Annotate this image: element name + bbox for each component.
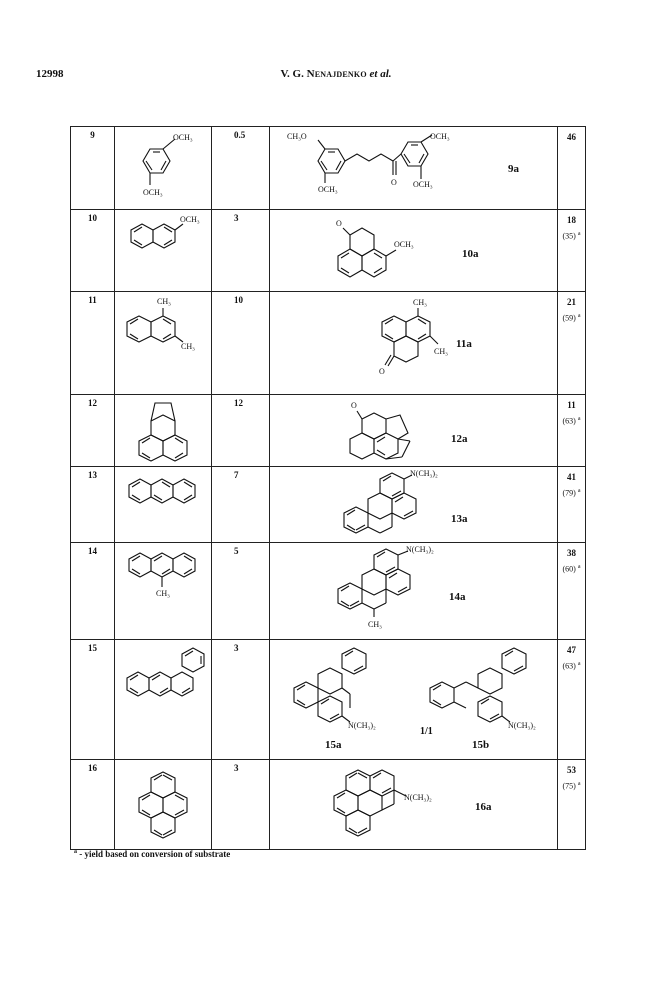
methoxy-label: OCH₃ <box>318 185 338 194</box>
entry-number: 13 <box>88 470 97 480</box>
product-structure <box>270 543 557 638</box>
product-label: 11a <box>456 338 472 350</box>
carbonyl-o: O <box>379 367 385 376</box>
yield-value: 47 <box>567 645 576 655</box>
table-row <box>71 127 586 210</box>
et-al: et al. <box>366 68 392 80</box>
product-structure <box>270 640 557 758</box>
page-number: 12998 <box>36 68 64 80</box>
product-label: 10a <box>462 248 479 260</box>
methyl-label: CH₃ <box>157 297 171 306</box>
yield-conversion-value: (35) <box>562 231 576 241</box>
product-label: 13a <box>451 513 468 525</box>
yield-conversion-value: (59) <box>562 313 576 323</box>
yield-conversion-value: (63) <box>562 416 576 426</box>
footnote-marker: a <box>577 564 581 570</box>
running-head <box>0 68 672 80</box>
yield-value: 21 <box>567 297 576 307</box>
substrate-structure <box>115 760 211 848</box>
entry-number: 10 <box>88 213 97 223</box>
table-row <box>71 640 586 760</box>
substrate-structure <box>115 395 211 465</box>
substrate-structure <box>115 292 211 393</box>
substrate-structure <box>115 210 211 290</box>
entry-number: 15 <box>88 643 97 653</box>
carbonyl-o: O <box>391 178 397 187</box>
isomer-ratio: 1/1 <box>420 726 433 737</box>
table-row <box>71 543 586 640</box>
reaction-time: 3 <box>234 213 239 223</box>
author-initials: V. G. <box>280 68 307 80</box>
entry-number: 9 <box>90 130 95 140</box>
entry-number: 12 <box>88 398 97 408</box>
entry-number: 11 <box>88 295 97 305</box>
reaction-time: 7 <box>234 470 239 480</box>
yield-cell <box>558 127 585 144</box>
amine-label: N(CH₃)₂ <box>508 721 536 730</box>
methoxy-label: OCH₃ <box>143 188 163 197</box>
reaction-time: 10 <box>234 295 243 305</box>
product-label: 15b <box>472 739 490 751</box>
yield-cell <box>558 760 585 794</box>
product-structure <box>270 210 557 290</box>
yield-value: 38 <box>567 548 576 558</box>
product-label: 16a <box>475 801 492 813</box>
product-label: 15a <box>325 739 342 751</box>
carbonyl-o: O <box>351 401 357 410</box>
methoxy-label: OCH₃ <box>180 215 200 224</box>
yield-conversion-value: (75) <box>562 781 576 791</box>
table-row <box>71 395 586 467</box>
methyl-label: CH₃ <box>368 620 382 629</box>
reaction-time: 3 <box>234 763 239 773</box>
methyl-label: CH₃ <box>181 342 195 351</box>
footnote-marker: a <box>577 416 581 422</box>
yield-conversion-value: (79) <box>562 488 576 498</box>
yield-cell <box>558 395 585 429</box>
entry-number: 14 <box>88 546 97 556</box>
yield-value: 53 <box>567 765 576 775</box>
table-row <box>71 467 586 543</box>
footnote-marker: a <box>577 313 581 319</box>
product-structure <box>270 292 557 393</box>
reaction-time: 3 <box>234 643 239 653</box>
yield-cell <box>558 292 585 326</box>
yield-conversion <box>558 560 585 577</box>
yield-cell <box>558 467 585 501</box>
yield-conversion <box>558 412 585 429</box>
table-footnote <box>74 849 230 859</box>
product-structure <box>270 395 557 465</box>
footnote-text: - yield based on conversion of substrate <box>77 849 231 859</box>
substrate-structure <box>115 543 211 638</box>
yield-conversion <box>558 777 585 794</box>
yield-cell <box>558 640 585 674</box>
yield-cell <box>558 543 585 577</box>
footnote-marker: a <box>577 781 581 787</box>
carbonyl-o: O <box>336 219 342 228</box>
methoxy-label: OCH₃ <box>430 132 450 141</box>
amine-label: N(CH₃)₂ <box>404 793 432 802</box>
yield-conversion-value: (63) <box>562 661 576 671</box>
methoxy-label: OCH₃ <box>173 133 193 142</box>
product-label: 14a <box>449 591 466 603</box>
methoxy-label: CH₃O <box>287 132 307 141</box>
yield-cell <box>558 210 585 244</box>
yield-value: 41 <box>567 472 576 482</box>
reaction-time: 12 <box>234 398 243 408</box>
amine-label: N(CH₃)₂ <box>410 469 438 478</box>
product-structure <box>270 760 557 848</box>
yield-value: 46 <box>567 132 576 142</box>
footnote-marker: a <box>74 849 77 855</box>
yield-conversion <box>558 309 585 326</box>
reaction-time: 0.5 <box>234 130 246 140</box>
methyl-label: CH₃ <box>156 589 170 598</box>
yield-conversion-value: (60) <box>562 564 576 574</box>
footnote-marker: a <box>577 661 581 667</box>
yield-conversion <box>558 484 585 501</box>
methyl-label: CH₃ <box>413 298 427 307</box>
methyl-label: CH₃ <box>434 347 448 356</box>
product-structure <box>270 467 557 541</box>
substrate-structure <box>115 467 211 541</box>
amine-label: N(CH₃)₂ <box>406 545 434 554</box>
table-row <box>71 210 586 292</box>
yield-conversion <box>558 657 585 674</box>
footnote-marker: a <box>577 488 581 494</box>
substrate-structure <box>115 640 211 758</box>
table-row <box>71 292 586 395</box>
yield-value: 11 <box>567 400 576 410</box>
product-structure <box>270 127 557 208</box>
author-surname: Nenajdenko <box>306 68 367 80</box>
substrate-structure <box>115 127 211 208</box>
product-label: 9a <box>508 163 519 175</box>
amine-label: N(CH₃)₂ <box>348 721 376 730</box>
product-label: 12a <box>451 433 468 445</box>
yield-conversion <box>558 227 585 244</box>
results-table <box>70 126 586 850</box>
methoxy-label: OCH₃ <box>394 240 414 249</box>
reaction-time: 5 <box>234 546 239 556</box>
yield-value: 18 <box>567 215 576 225</box>
table-row <box>71 760 586 850</box>
entry-number: 16 <box>88 763 97 773</box>
methoxy-label: OCH₃ <box>413 180 433 189</box>
footnote-marker: a <box>577 231 581 237</box>
